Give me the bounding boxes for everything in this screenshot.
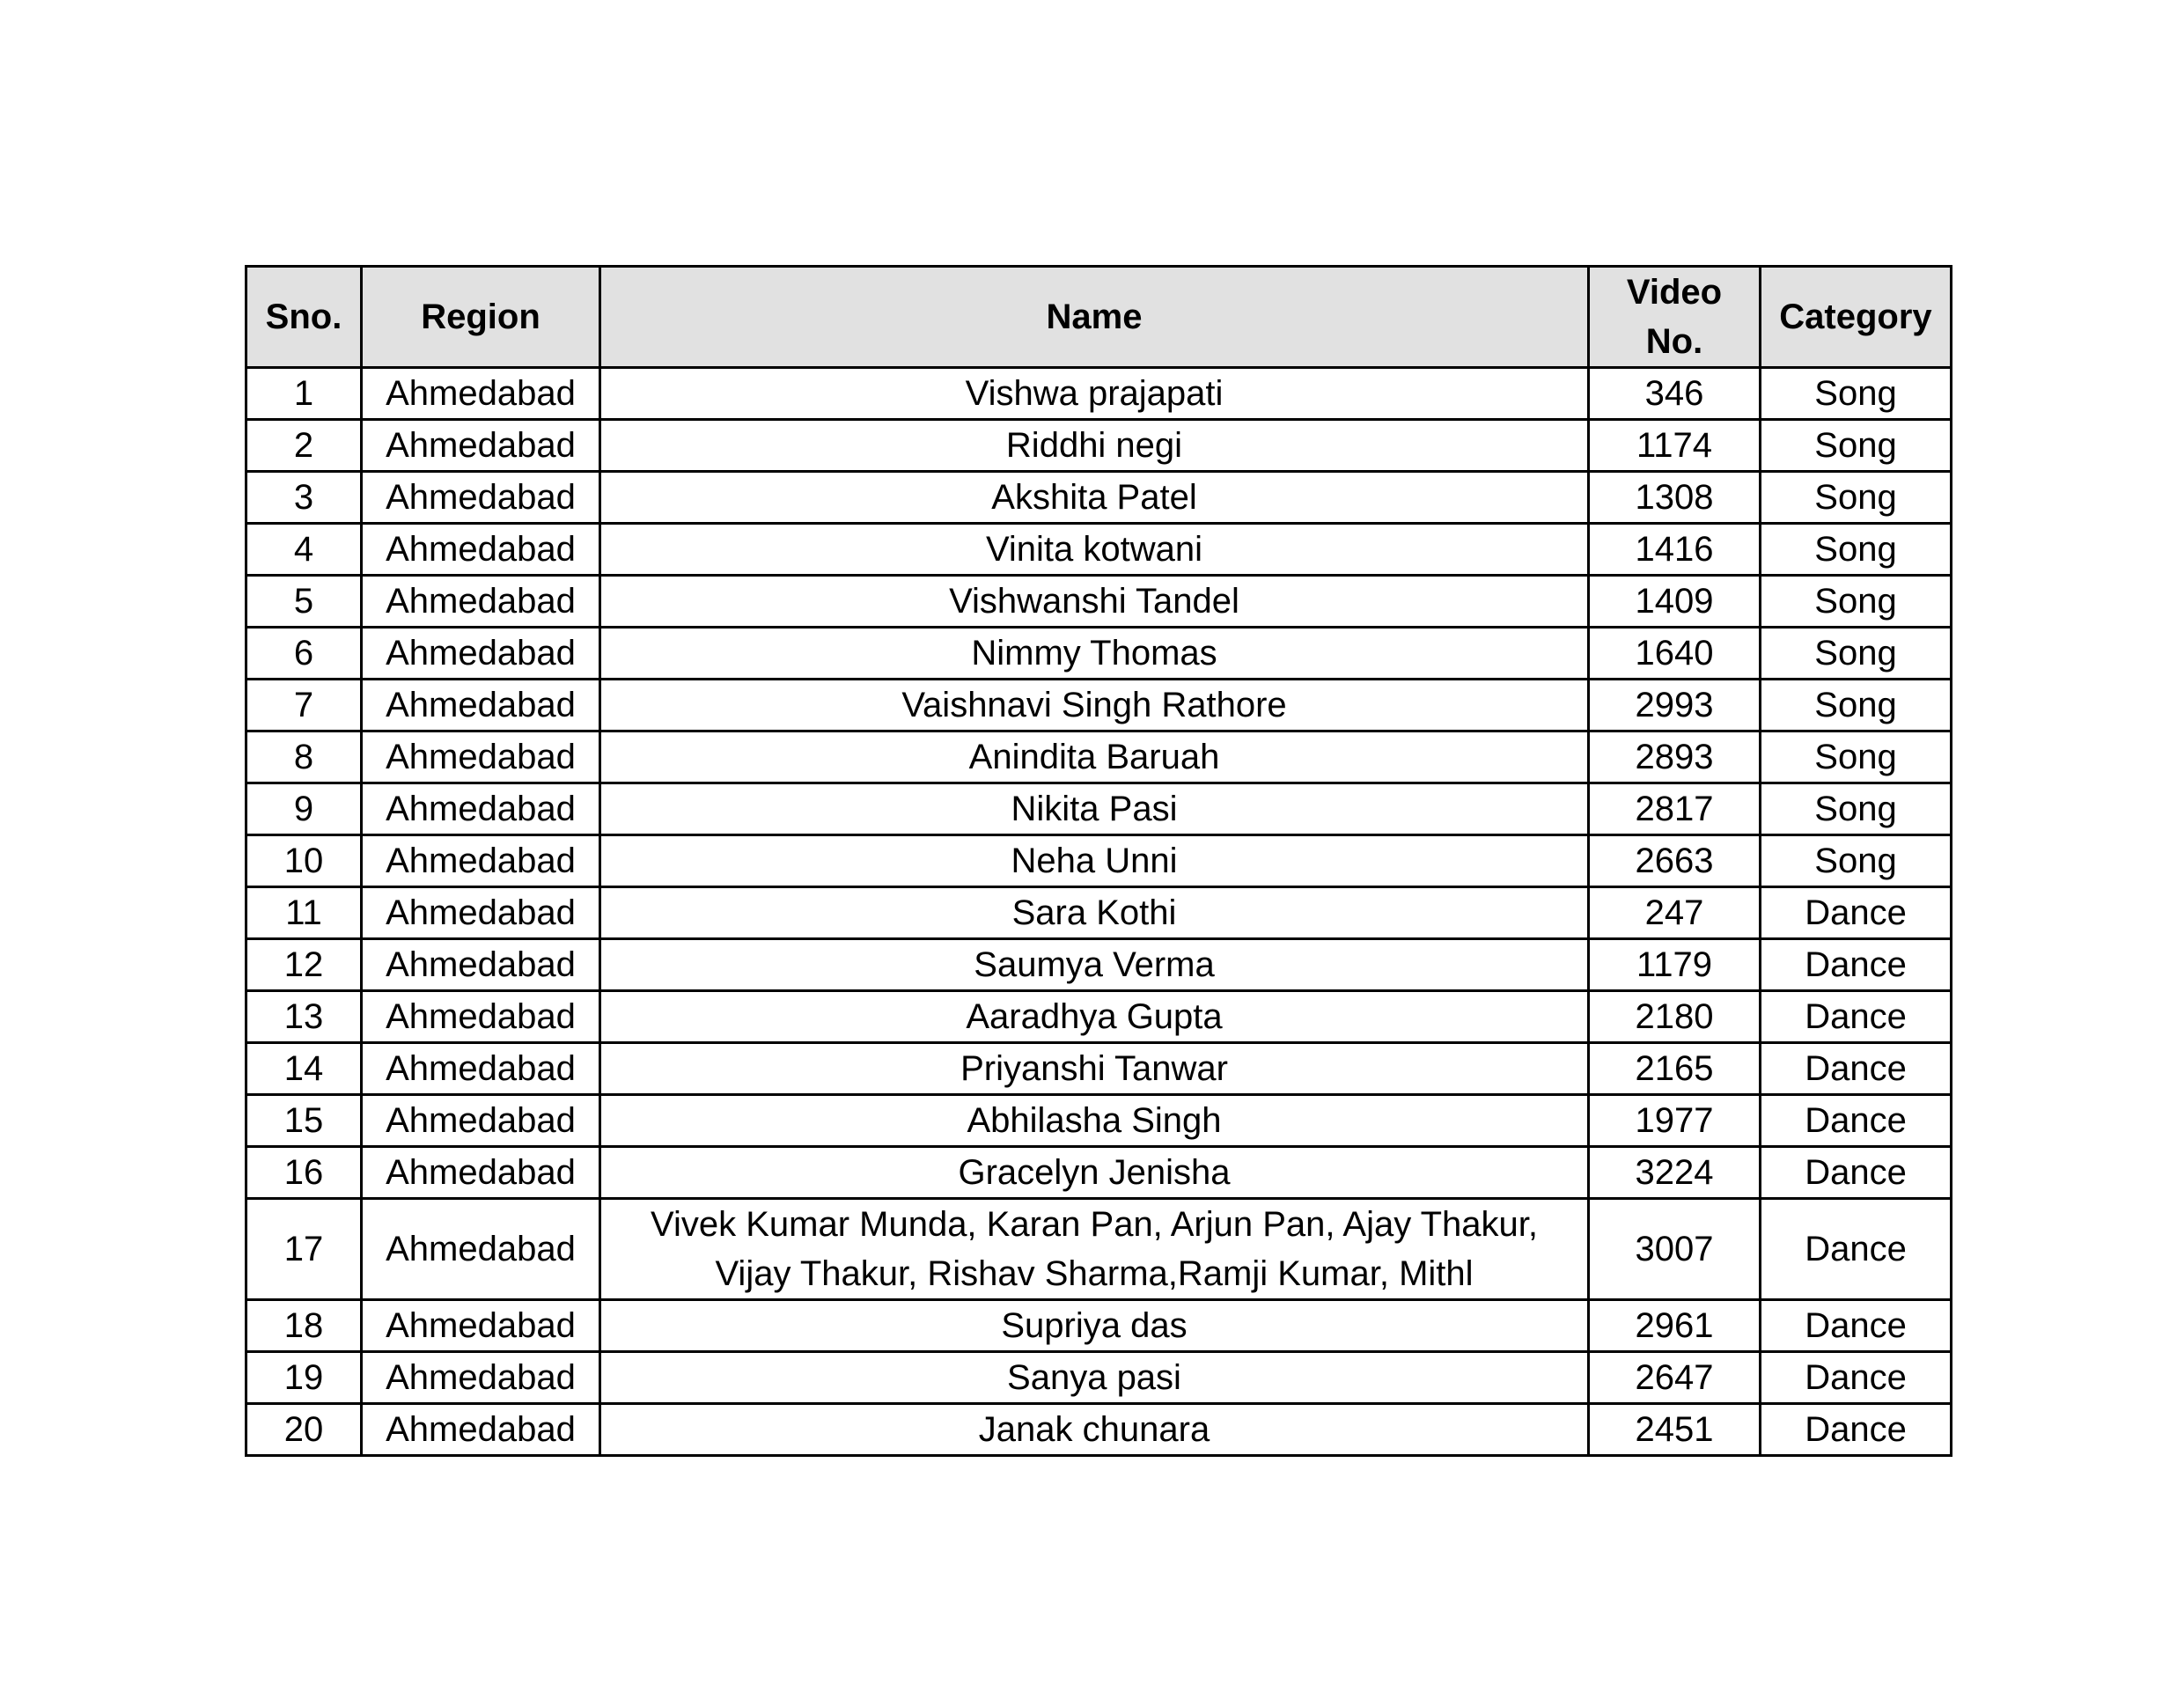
cell-region: Ahmedabad bbox=[362, 1300, 600, 1352]
cell-name: Riddhi negi bbox=[600, 420, 1589, 472]
table-row bbox=[246, 1095, 1952, 1147]
table-row bbox=[246, 939, 1952, 991]
cell-category: Dance bbox=[1761, 1300, 1952, 1352]
cell-region: Ahmedabad bbox=[362, 472, 600, 524]
cell-category: Dance bbox=[1761, 1352, 1952, 1404]
cell-video-no: 2993 bbox=[1589, 680, 1761, 731]
cell-sno: 2 bbox=[246, 420, 362, 472]
table-row bbox=[246, 472, 1952, 524]
table-row bbox=[246, 835, 1952, 887]
cell-sno: 3 bbox=[246, 472, 362, 524]
cell-video-no: 1416 bbox=[1589, 524, 1761, 576]
cell-sno: 9 bbox=[246, 783, 362, 835]
cell-category: Song bbox=[1761, 576, 1952, 628]
table-row bbox=[246, 1404, 1952, 1456]
cell-name: Neha Unni bbox=[600, 835, 1589, 887]
table-row bbox=[246, 628, 1952, 680]
cell-category: Dance bbox=[1761, 887, 1952, 939]
cell-region: Ahmedabad bbox=[362, 1404, 600, 1456]
header-video-no: Video No. bbox=[1589, 267, 1761, 368]
cell-name: Supriya das bbox=[600, 1300, 1589, 1352]
cell-name: Nimmy Thomas bbox=[600, 628, 1589, 680]
table-row bbox=[246, 731, 1952, 783]
cell-video-no: 346 bbox=[1589, 368, 1761, 420]
table-row bbox=[246, 1147, 1952, 1199]
cell-region: Ahmedabad bbox=[362, 991, 600, 1043]
table-row bbox=[246, 1199, 1952, 1300]
table-row bbox=[246, 783, 1952, 835]
cell-name: Sara Kothi bbox=[600, 887, 1589, 939]
header-sno: Sno. bbox=[246, 267, 362, 368]
cell-sno: 1 bbox=[246, 368, 362, 420]
table-row bbox=[246, 680, 1952, 731]
cell-name: Aaradhya Gupta bbox=[600, 991, 1589, 1043]
cell-name: Priyanshi Tanwar bbox=[600, 1043, 1589, 1095]
cell-region: Ahmedabad bbox=[362, 524, 600, 576]
cell-category: Song bbox=[1761, 680, 1952, 731]
cell-region: Ahmedabad bbox=[362, 576, 600, 628]
cell-region: Ahmedabad bbox=[362, 420, 600, 472]
cell-sno: 7 bbox=[246, 680, 362, 731]
cell-region: Ahmedabad bbox=[362, 939, 600, 991]
table-row bbox=[246, 991, 1952, 1043]
participants-table bbox=[245, 265, 1952, 1457]
cell-name: Akshita Patel bbox=[600, 472, 1589, 524]
cell-name: Nikita Pasi bbox=[600, 783, 1589, 835]
cell-sno: 12 bbox=[246, 939, 362, 991]
cell-video-no: 1977 bbox=[1589, 1095, 1761, 1147]
cell-region: Ahmedabad bbox=[362, 628, 600, 680]
cell-category: Song bbox=[1761, 368, 1952, 420]
cell-name: Vishwa prajapati bbox=[600, 368, 1589, 420]
cell-region: Ahmedabad bbox=[362, 1352, 600, 1404]
cell-category: Dance bbox=[1761, 939, 1952, 991]
cell-category: Song bbox=[1761, 783, 1952, 835]
cell-video-no: 2165 bbox=[1589, 1043, 1761, 1095]
cell-video-no: 1174 bbox=[1589, 420, 1761, 472]
cell-sno: 18 bbox=[246, 1300, 362, 1352]
cell-region: Ahmedabad bbox=[362, 1043, 600, 1095]
cell-region: Ahmedabad bbox=[362, 1147, 600, 1199]
cell-video-no: 2893 bbox=[1589, 731, 1761, 783]
cell-video-no: 247 bbox=[1589, 887, 1761, 939]
header-row bbox=[246, 267, 1952, 368]
cell-category: Song bbox=[1761, 420, 1952, 472]
cell-name: Gracelyn Jenisha bbox=[600, 1147, 1589, 1199]
table-row bbox=[246, 368, 1952, 420]
table-row bbox=[246, 887, 1952, 939]
table-row bbox=[246, 1352, 1952, 1404]
cell-sno: 10 bbox=[246, 835, 362, 887]
cell-video-no: 2961 bbox=[1589, 1300, 1761, 1352]
table-header bbox=[246, 267, 1952, 368]
cell-name: Vinita kotwani bbox=[600, 524, 1589, 576]
cell-sno: 19 bbox=[246, 1352, 362, 1404]
cell-video-no: 3224 bbox=[1589, 1147, 1761, 1199]
cell-video-no: 1640 bbox=[1589, 628, 1761, 680]
table-row bbox=[246, 576, 1952, 628]
header-name: Name bbox=[600, 267, 1589, 368]
table-row bbox=[246, 420, 1952, 472]
cell-video-no: 2647 bbox=[1589, 1352, 1761, 1404]
cell-sno: 11 bbox=[246, 887, 362, 939]
table-row bbox=[246, 524, 1952, 576]
cell-region: Ahmedabad bbox=[362, 887, 600, 939]
cell-category: Dance bbox=[1761, 1043, 1952, 1095]
cell-name: Vishwanshi Tandel bbox=[600, 576, 1589, 628]
cell-region: Ahmedabad bbox=[362, 1199, 600, 1300]
cell-name: Janak chunara bbox=[600, 1404, 1589, 1456]
cell-name: Saumya Verma bbox=[600, 939, 1589, 991]
cell-name: Abhilasha Singh bbox=[600, 1095, 1589, 1147]
cell-sno: 20 bbox=[246, 1404, 362, 1456]
cell-region: Ahmedabad bbox=[362, 1095, 600, 1147]
cell-category: Song bbox=[1761, 472, 1952, 524]
cell-region: Ahmedabad bbox=[362, 835, 600, 887]
cell-sno: 5 bbox=[246, 576, 362, 628]
cell-region: Ahmedabad bbox=[362, 783, 600, 835]
cell-video-no: 2817 bbox=[1589, 783, 1761, 835]
cell-category: Dance bbox=[1761, 1404, 1952, 1456]
cell-sno: 6 bbox=[246, 628, 362, 680]
cell-video-no: 2663 bbox=[1589, 835, 1761, 887]
cell-sno: 4 bbox=[246, 524, 362, 576]
cell-category: Song bbox=[1761, 835, 1952, 887]
cell-name: Vaishnavi Singh Rathore bbox=[600, 680, 1589, 731]
cell-video-no: 1409 bbox=[1589, 576, 1761, 628]
cell-name: Anindita Baruah bbox=[600, 731, 1589, 783]
cell-video-no: 3007 bbox=[1589, 1199, 1761, 1300]
cell-region: Ahmedabad bbox=[362, 731, 600, 783]
cell-sno: 13 bbox=[246, 991, 362, 1043]
header-category: Category bbox=[1761, 267, 1952, 368]
cell-video-no: 2180 bbox=[1589, 991, 1761, 1043]
cell-sno: 16 bbox=[246, 1147, 362, 1199]
cell-video-no: 2451 bbox=[1589, 1404, 1761, 1456]
cell-sno: 14 bbox=[246, 1043, 362, 1095]
table-row bbox=[246, 1300, 1952, 1352]
cell-region: Ahmedabad bbox=[362, 680, 600, 731]
cell-video-no: 1179 bbox=[1589, 939, 1761, 991]
cell-sno: 17 bbox=[246, 1199, 362, 1300]
cell-category: Dance bbox=[1761, 1095, 1952, 1147]
header-region: Region bbox=[362, 267, 600, 368]
cell-category: Song bbox=[1761, 628, 1952, 680]
cell-category: Song bbox=[1761, 731, 1952, 783]
cell-category: Dance bbox=[1761, 1199, 1952, 1300]
cell-video-no: 1308 bbox=[1589, 472, 1761, 524]
cell-category: Song bbox=[1761, 524, 1952, 576]
cell-sno: 8 bbox=[246, 731, 362, 783]
cell-name: Vivek Kumar Munda, Karan Pan, Arjun Pan, Ajay Thakur, Vijay Thakur, Rishav Sharma,Ramji Kumar, Mithl bbox=[600, 1199, 1589, 1300]
table-body bbox=[246, 368, 1952, 1456]
cell-category: Dance bbox=[1761, 991, 1952, 1043]
cell-category: Dance bbox=[1761, 1147, 1952, 1199]
table-row bbox=[246, 1043, 1952, 1095]
cell-region: Ahmedabad bbox=[362, 368, 600, 420]
cell-name: Sanya pasi bbox=[600, 1352, 1589, 1404]
cell-sno: 15 bbox=[246, 1095, 362, 1147]
